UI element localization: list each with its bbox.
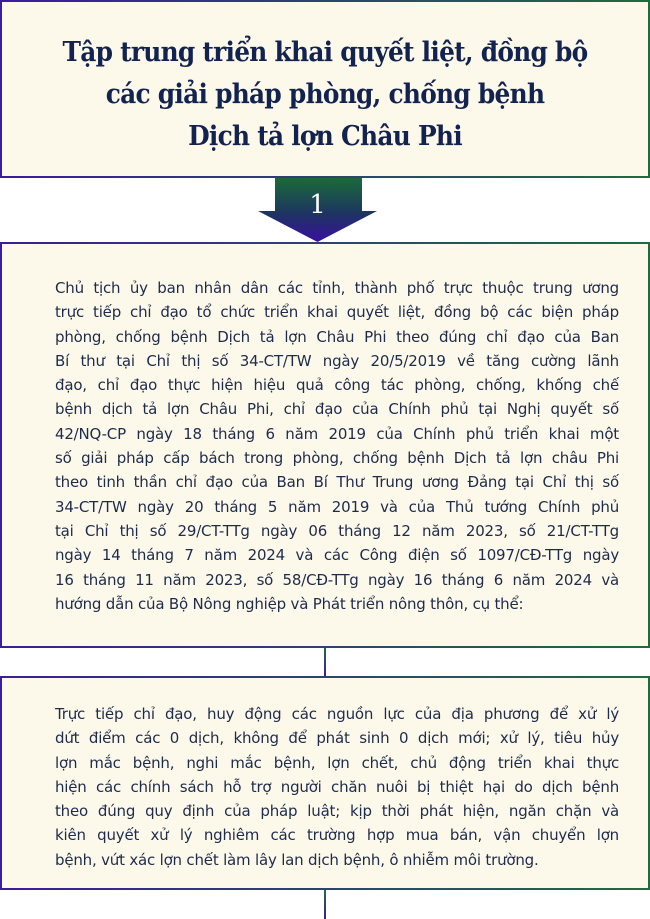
title-line: các giải pháp phòng, chống bệnh (105, 79, 545, 110)
text-line: hiện các chính sách hỗ trợ người chăn nuôi bị thiệt hại do dịch bệnh (55, 777, 619, 796)
text-line: đạo, chỉ đạo thực hiện hiệu quả công tác phòng, chống, khống chế (55, 376, 619, 395)
text-line: Chủ tịch ủy ban nhân dân các tỉnh, thành phố trực thuộc trung ương (55, 279, 619, 297)
section-box-2 (0, 676, 650, 890)
text-line: tại Chỉ thị số 29/CT-TTg ngày 06 tháng 12 năm 2023, số 21/CT-TTg (55, 521, 619, 540)
step-number: 1 (309, 190, 326, 220)
title-box (0, 0, 650, 178)
text-line: Bí thư tại Chỉ thị số 34-CT/TW ngày 20/5/2019 về tăng cường lãnh (55, 351, 619, 370)
text-line: bệnh, vứt xác lợn chết làm lây lan dịch bệnh, ô nhiễm môi trường. (55, 850, 539, 869)
text-line: theo đúng quy định của pháp luật; kịp thời phát hiện, ngăn chặn và (55, 802, 619, 821)
page-title (28, 32, 622, 158)
connector-line (324, 648, 326, 676)
section-2-text (55, 702, 619, 872)
text-line: bệnh dịch tả lợn Châu Phi, chỉ đạo của Chính phủ tại Nghị quyết số (55, 400, 619, 419)
text-line: lợn mắc bệnh, nghi mắc bệnh, lợn chết, chủ động triển khai thực (55, 753, 619, 772)
connector-line (324, 890, 326, 919)
section-box-1 (0, 242, 650, 648)
text-line: dứt điểm các 0 dịch, không để phát sinh 0 dịch mới; xử lý, tiêu hủy (55, 729, 619, 748)
title-line: Dịch tả lợn Châu Phi (188, 121, 462, 152)
title-line: Tập trung triển khai quyết liệt, đồng bộ (62, 37, 588, 68)
text-line: 42/NQ-CP ngày 18 tháng 6 năm 2019 của Chính phủ triển khai một (55, 424, 619, 443)
text-line: Trực tiếp chỉ đạo, huy động các nguồn lực của địa phương để xử lý (55, 705, 619, 723)
text-line: kiên quyết xử lý nghiêm các trường hợp mua bán, vận chuyển lợn (55, 826, 619, 845)
text-line: phòng, chống bệnh Dịch tả lợn Châu Phi theo đúng chỉ đạo của Ban (55, 327, 619, 346)
text-line: 34-CT/TW ngày 20 tháng 5 năm 2019 và của Thủ tướng Chính phủ (55, 497, 619, 516)
text-line: theo tinh thần chỉ đạo của Ban Bí Thư Trung ương Đảng tại Chỉ thị số (55, 473, 619, 492)
text-line: ngày 14 tháng 7 năm 2024 và các Công điện số 1097/CĐ-TTg ngày (55, 546, 619, 565)
section-1-text (55, 276, 619, 616)
text-line: số giải pháp cấp bách trong phòng, chống bệnh Dịch tả lợn châu Phi (55, 449, 619, 468)
text-line: trực tiếp chỉ đạo tổ chức triển khai quyết liệt, đồng bộ các biện pháp (55, 303, 619, 322)
text-line: 16 tháng 11 năm 2023, số 58/CĐ-TTg ngày 16 tháng 6 năm 2024 và (55, 570, 619, 589)
text-line: hướng dẫn của Bộ Nông nghiệp và Phát triển nông thôn, cụ thể: (55, 594, 524, 613)
